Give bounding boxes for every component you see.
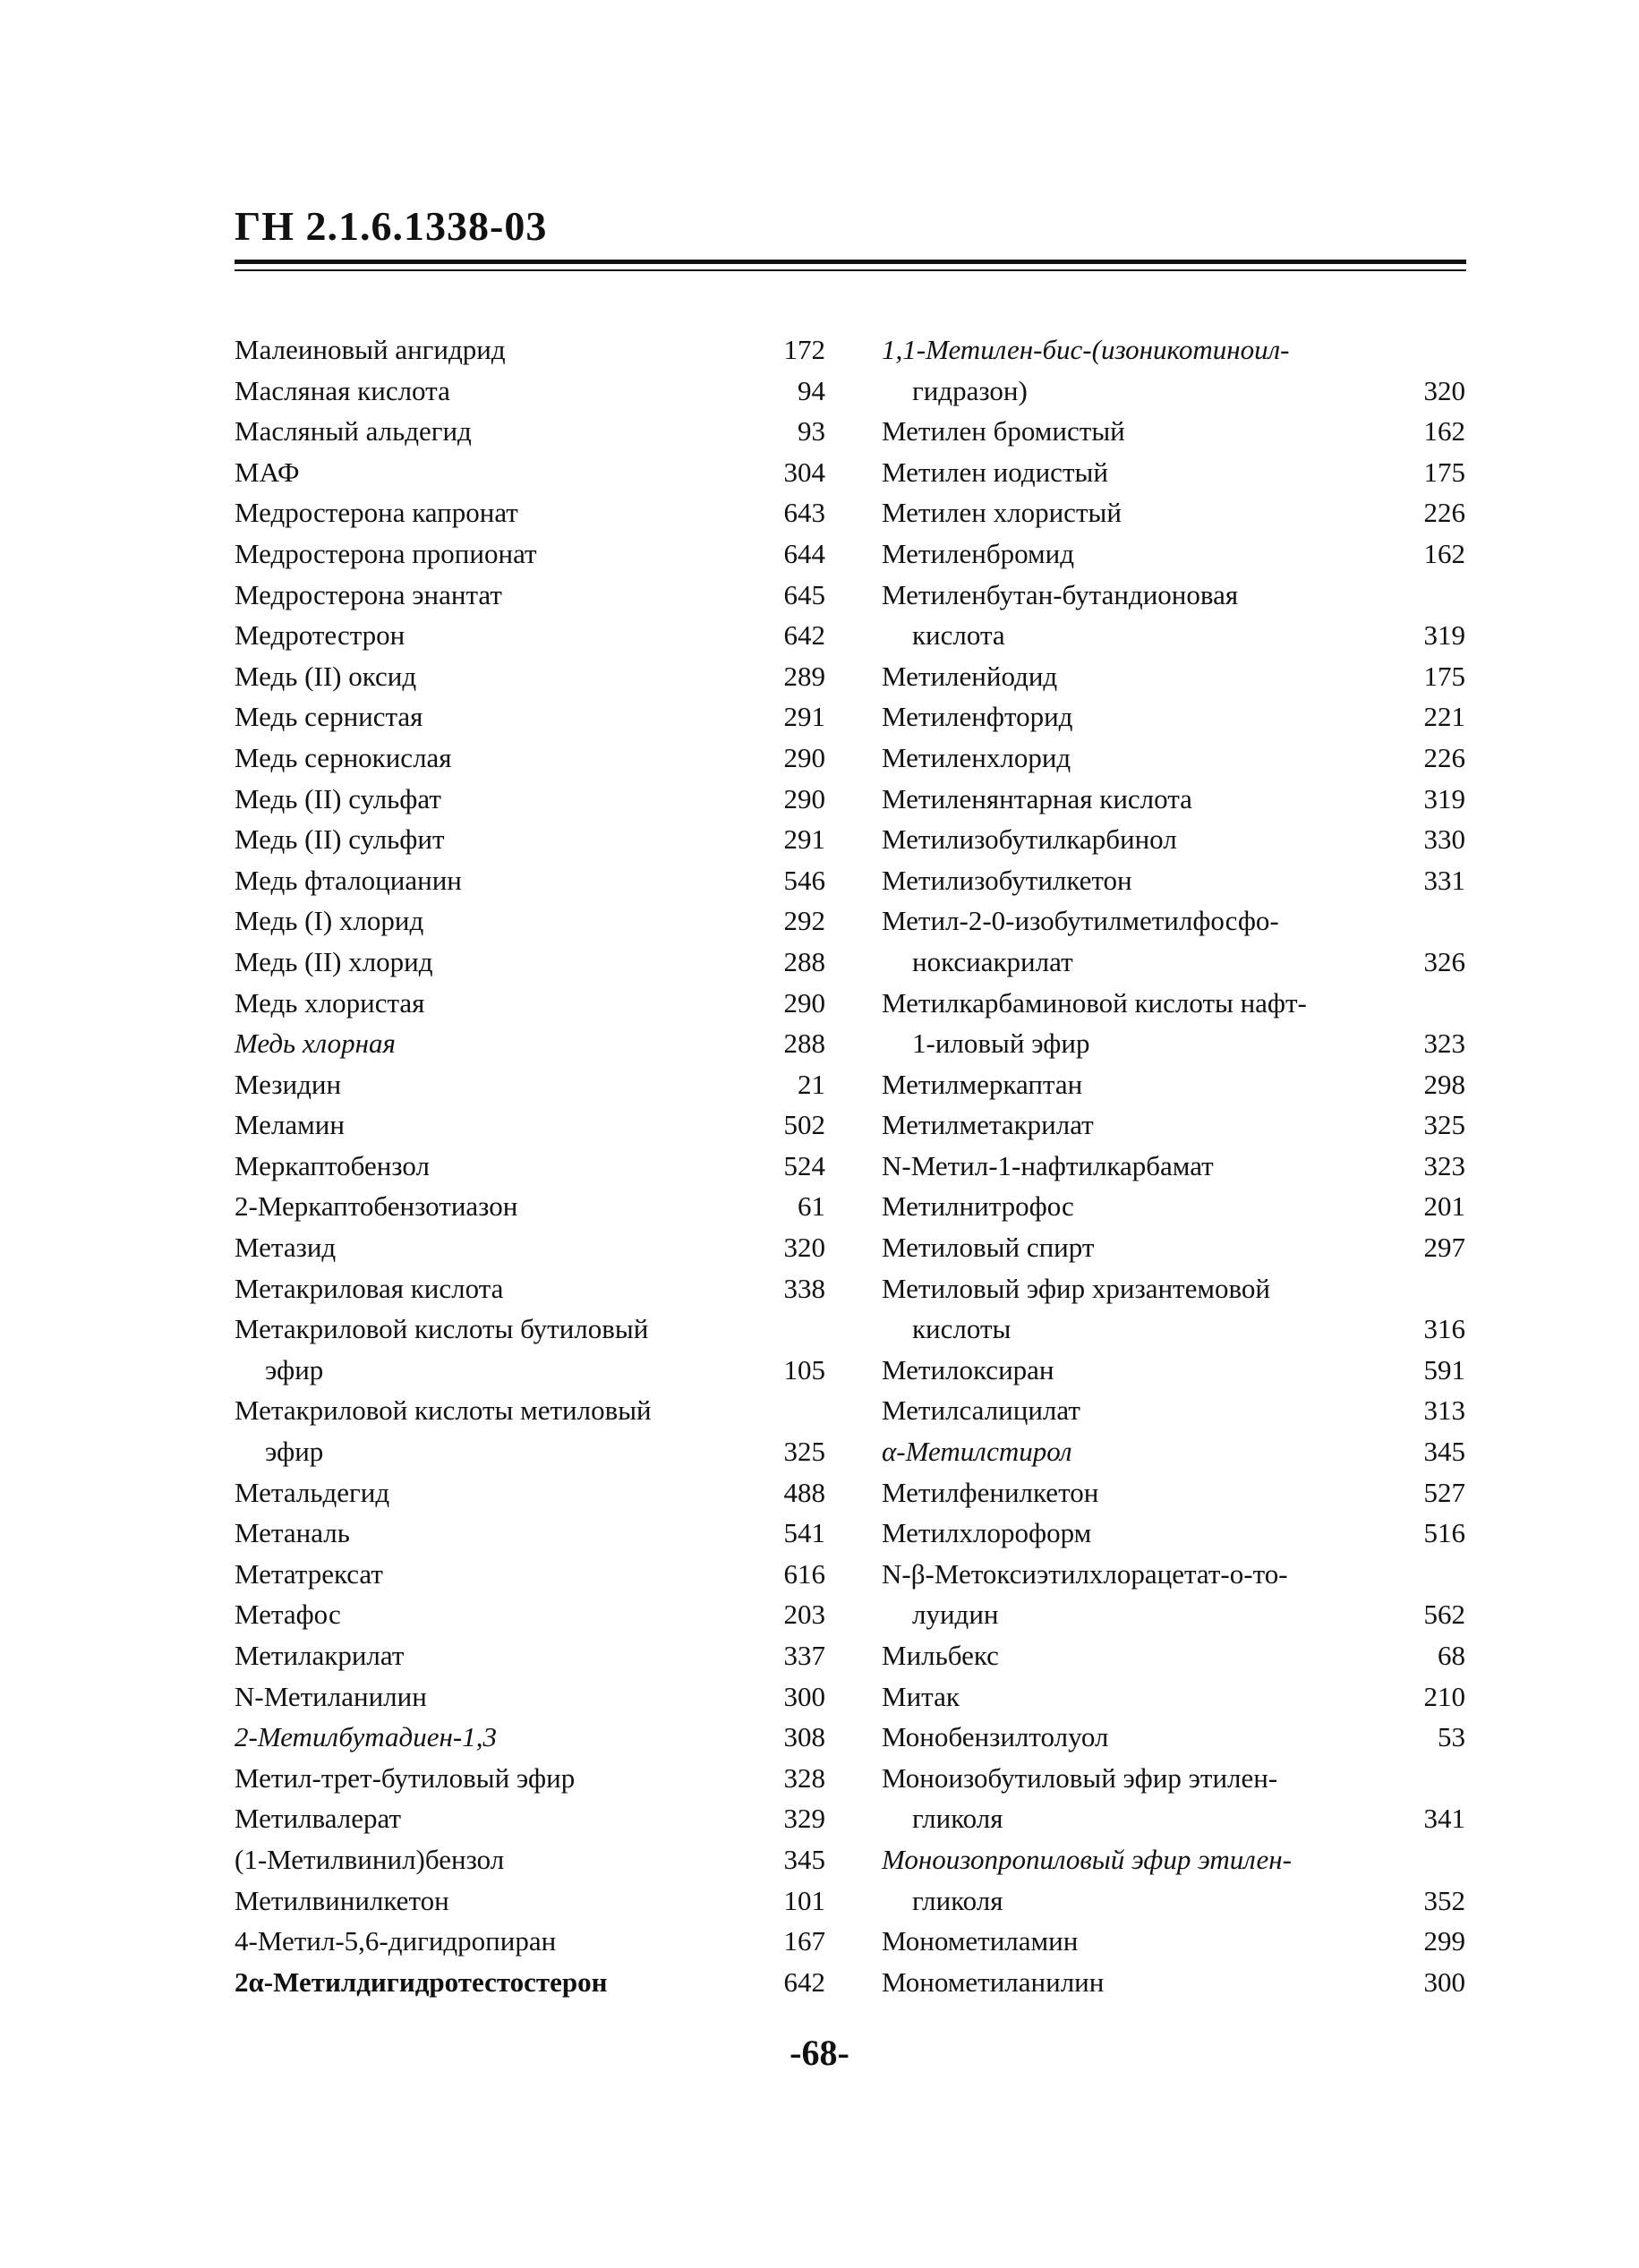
index-entry: [882, 738, 1465, 779]
index-entry: [235, 452, 825, 493]
index-entry: [235, 1962, 825, 2003]
index-entry: [235, 492, 825, 533]
index-entry-continuation: [235, 1431, 825, 1472]
entry-page-ref: 352: [1423, 1884, 1465, 1916]
entry-page-ref: 300: [1423, 1965, 1465, 1998]
entry-page-ref: 291: [783, 823, 825, 856]
entry-name: Масляная кислота: [235, 374, 450, 406]
index-entry: [235, 575, 825, 616]
index-entry: [235, 1268, 825, 1309]
index-entry: [235, 329, 825, 371]
entry-name: гидразон): [912, 374, 1028, 406]
index-entry: [882, 1839, 1465, 1880]
index-entry: [235, 411, 825, 452]
entry-name: Медь фталоцианин: [235, 864, 462, 896]
entry-name: Метилвинилкетон: [235, 1884, 449, 1916]
index-entry: [882, 819, 1465, 860]
entry-page-ref: 289: [783, 660, 825, 692]
index-entry: [235, 1104, 825, 1146]
entry-page-ref: 175: [1423, 456, 1465, 488]
entry-name: Метилметакрилат: [882, 1109, 1094, 1141]
index-entry: [235, 779, 825, 820]
entry-page-ref: 319: [1423, 782, 1465, 814]
index-entry: [235, 900, 825, 942]
entry-name: Метальдегид: [235, 1476, 390, 1508]
entry-page-ref: 21: [798, 1068, 825, 1100]
entry-page-ref: 527: [1423, 1476, 1465, 1508]
index-entry: [235, 1921, 825, 1962]
entry-name: N-β-Метоксиэтилхлорацетат-о-то-: [882, 1557, 1288, 1590]
entry-name: Метилен бромистый: [882, 415, 1125, 448]
entry-page-ref: 338: [783, 1272, 825, 1304]
index-entry-continuation: [235, 1350, 825, 1391]
entry-name: 4-Метил-5,6-дигидропиран: [235, 1925, 557, 1957]
entry-name: Метазид: [235, 1232, 337, 1264]
entry-name: Метилен хлористый: [882, 497, 1122, 529]
index-entry: [235, 371, 825, 412]
entry-name: Монометиламин: [882, 1925, 1079, 1957]
index-entry: [882, 860, 1465, 901]
index-entry: [235, 615, 825, 656]
entry-page-ref: 323: [1423, 1149, 1465, 1181]
entry-page-ref: 93: [798, 415, 825, 448]
index-entry: [235, 1146, 825, 1187]
index-entry-continuation: [882, 371, 1465, 412]
entry-page-ref: 226: [1423, 497, 1465, 529]
index-entry: [882, 1186, 1465, 1227]
index-entry-continuation: [882, 1798, 1465, 1839]
entry-name: Медь (I) хлорид: [235, 905, 424, 937]
entry-name: Медростерона капронат: [235, 497, 518, 529]
entry-page-ref: 323: [1423, 1027, 1465, 1060]
entry-name: Медь (II) сульфат: [235, 782, 441, 814]
entry-page-ref: 330: [1423, 823, 1465, 856]
index-entry: [235, 1554, 825, 1595]
entry-page-ref: 290: [783, 986, 825, 1019]
index-entry: [882, 1554, 1465, 1595]
index-entry: [235, 1717, 825, 1758]
entry-page-ref: 101: [783, 1884, 825, 1916]
index-entry: [235, 1635, 825, 1676]
entry-page-ref: 516: [1423, 1517, 1465, 1549]
index-entry: [235, 1798, 825, 1839]
index-entry: [235, 983, 825, 1024]
index-entry-continuation: [882, 615, 1465, 656]
entry-name: Мезидин: [235, 1068, 342, 1100]
entry-page-ref: 288: [783, 945, 825, 977]
entry-page-ref: 172: [783, 334, 825, 365]
entry-name: Медь сернокислая: [235, 741, 452, 773]
entry-page-ref: 94: [798, 374, 825, 406]
entry-page-ref: 320: [1423, 374, 1465, 406]
entry-name: Медь (II) хлорид: [235, 945, 433, 977]
index-entry: [235, 1839, 825, 1880]
entry-page-ref: 562: [1423, 1599, 1465, 1631]
entry-name: Метиленянтарная кислота: [882, 782, 1192, 814]
index-entry: [235, 1064, 825, 1105]
entry-page-ref: 644: [783, 537, 825, 569]
entry-name: эфир: [265, 1353, 324, 1386]
header-rule-thin: [235, 269, 1466, 271]
index-entry: [882, 533, 1465, 575]
index-entry: [235, 1472, 825, 1513]
entry-name: гликоля: [912, 1803, 1003, 1835]
entry-page-ref: 319: [1423, 619, 1465, 652]
index-entry: [235, 738, 825, 779]
index-column-right: [882, 329, 1465, 2002]
entry-page-ref: 308: [783, 1721, 825, 1753]
entry-page-ref: 298: [1423, 1068, 1465, 1100]
index-entry-continuation: [882, 1880, 1465, 1922]
index-entry: [882, 1635, 1465, 1676]
entry-name: гликоля: [912, 1884, 1003, 1916]
entry-page-ref: 290: [783, 741, 825, 773]
entry-name: Метакриловой кислоты бутиловый: [235, 1313, 649, 1345]
entry-name: Мильбекс: [882, 1640, 999, 1671]
entry-page-ref: 313: [1423, 1394, 1465, 1427]
entry-page-ref: 292: [783, 905, 825, 937]
entry-name: Метилизобутилкетон: [882, 864, 1132, 896]
index-entry: [235, 1390, 825, 1431]
index-entry: [235, 1758, 825, 1799]
entry-name: Метилфенилкетон: [882, 1476, 1099, 1508]
entry-name: Масляный альдегид: [235, 415, 472, 448]
entry-page-ref: 328: [783, 1761, 825, 1794]
entry-page-ref: 642: [783, 1965, 825, 1998]
index-entry: [882, 1227, 1465, 1268]
entry-name: Медь (II) сульфит: [235, 823, 445, 856]
entry-name: Метилкарбаминовой кислоты нафт-: [882, 986, 1307, 1019]
index-entry: [235, 942, 825, 983]
entry-name: Моноизобутиловый эфир этилен-: [882, 1761, 1278, 1794]
entry-name: Метиленбромид: [882, 537, 1075, 569]
entry-name: Метилсалицилат: [882, 1394, 1080, 1427]
entry-name: ноксиакрилат: [912, 945, 1073, 977]
index-entry: [235, 1594, 825, 1635]
index-entry: [882, 1717, 1465, 1758]
entry-page-ref: 326: [1423, 945, 1465, 977]
entry-page-ref: 210: [1423, 1680, 1465, 1712]
entry-name: 2-Метилбутадиен-1,3: [235, 1721, 497, 1753]
entry-name: Меламин: [235, 1109, 345, 1141]
entry-page-ref: 616: [783, 1557, 825, 1590]
entry-page-ref: 546: [783, 864, 825, 896]
entry-name: Медростерона пропионат: [235, 537, 537, 569]
entry-name: α-Метилстирол: [882, 1436, 1072, 1468]
entry-name: Метилоксиран: [882, 1353, 1054, 1386]
entry-name: Метилизобутилкарбинол: [882, 823, 1177, 856]
index-entry: [882, 411, 1465, 452]
index-entry: [882, 779, 1465, 820]
entry-name: Медь хлорная: [235, 1027, 396, 1060]
entry-name: 1,1-Метилен-бис-(изоникотиноил-: [882, 334, 1290, 365]
index-entry: [882, 1676, 1465, 1718]
entry-page-ref: 299: [1423, 1925, 1465, 1957]
index-column-left: [235, 329, 825, 2002]
index-entry: [882, 329, 1465, 371]
index-entry: [882, 1146, 1465, 1187]
entry-name: эфир: [265, 1436, 324, 1468]
entry-name: луидин: [912, 1599, 999, 1631]
index-entry: [882, 452, 1465, 493]
entry-name: Метилакрилат: [235, 1640, 405, 1671]
index-entry-continuation: [882, 1594, 1465, 1635]
entry-page-ref: 221: [1423, 701, 1465, 733]
entry-page-ref: 345: [783, 1843, 825, 1875]
entry-name: Метиловый спирт: [882, 1232, 1095, 1264]
index-entry: [882, 1350, 1465, 1391]
entry-page-ref: 591: [1423, 1353, 1465, 1386]
entry-name: Метафос: [235, 1599, 341, 1631]
entry-name: Медь (II) оксид: [235, 660, 417, 692]
entry-page-ref: 201: [1423, 1190, 1465, 1223]
entry-page-ref: 162: [1423, 537, 1465, 569]
entry-name: Метилвалерат: [235, 1803, 402, 1835]
entry-page-ref: 345: [1423, 1436, 1465, 1468]
index-entry: [235, 1023, 825, 1064]
entry-page-ref: 331: [1423, 864, 1465, 896]
entry-page-ref: 167: [783, 1925, 825, 1957]
entry-page-ref: 68: [1438, 1640, 1465, 1671]
entry-page-ref: 642: [783, 619, 825, 652]
entry-name: Метакриловой кислоты метиловый: [235, 1394, 652, 1427]
index-entry: [882, 656, 1465, 697]
entry-page-ref: 325: [783, 1436, 825, 1468]
entry-name: Монобензилтолуол: [882, 1721, 1109, 1753]
entry-name: (1-Метилвинил)бензол: [235, 1843, 505, 1875]
entry-name: Малеиновый ангидрид: [235, 334, 506, 365]
entry-page-ref: 329: [783, 1803, 825, 1835]
entry-name: Медь сернистая: [235, 701, 423, 733]
entry-name: кислота: [912, 619, 1005, 652]
entry-name: Медростерона энантат: [235, 578, 502, 610]
index-entry: [235, 1186, 825, 1227]
index-entry: [882, 1390, 1465, 1431]
index-entry: [235, 533, 825, 575]
index-entry-continuation: [882, 1309, 1465, 1350]
index-entry: [882, 1268, 1465, 1309]
entry-page-ref: 105: [783, 1353, 825, 1386]
entry-name: Метиленбутан-бутандионовая: [882, 578, 1239, 610]
entry-name: Метилен иодистый: [882, 456, 1108, 488]
entry-page-ref: 643: [783, 497, 825, 529]
index-entry: [235, 1513, 825, 1554]
entry-page-ref: 288: [783, 1027, 825, 1060]
index-entry: [235, 819, 825, 860]
entry-name: Метиловый эфир хризантемовой: [882, 1272, 1270, 1304]
entry-name: Метилхлороформ: [882, 1517, 1092, 1549]
index-entry: [235, 696, 825, 738]
entry-page-ref: 290: [783, 782, 825, 814]
index-entry: [235, 1227, 825, 1268]
index-entry: [882, 1513, 1465, 1554]
entry-page-ref: 175: [1423, 660, 1465, 692]
entry-name: Метиленйодид: [882, 660, 1058, 692]
document-code: ГН 2.1.6.1338-03: [235, 203, 548, 249]
entry-name: Моноизопропиловый эфир этилен-: [882, 1843, 1292, 1875]
entry-name: N-Метиланилин: [235, 1680, 427, 1712]
entry-page-ref: 337: [783, 1640, 825, 1671]
entry-page-ref: 524: [783, 1149, 825, 1181]
index-entry: [882, 1921, 1465, 1962]
entry-page-ref: 341: [1423, 1803, 1465, 1835]
entry-name: Метаналь: [235, 1517, 350, 1549]
entry-name: 1-иловый эфир: [912, 1027, 1090, 1060]
index-entry: [235, 1676, 825, 1718]
entry-page-ref: 297: [1423, 1232, 1465, 1264]
index-entry: [882, 1104, 1465, 1146]
index-entry: [882, 575, 1465, 616]
entry-name: Митак: [882, 1680, 960, 1712]
entry-name: Меркаптобензол: [235, 1149, 430, 1181]
index-entry: [882, 1064, 1465, 1105]
entry-page-ref: 300: [783, 1680, 825, 1712]
entry-name: Метил-2-0-изобутилметилфосфо-: [882, 905, 1279, 937]
entry-name: Медь хлористая: [235, 986, 425, 1019]
entry-name: Медротестрон: [235, 619, 405, 652]
entry-page-ref: 502: [783, 1109, 825, 1141]
index-entry-continuation: [882, 942, 1465, 983]
entry-page-ref: 61: [798, 1190, 825, 1223]
entry-name: Метил-трет-бутиловый эфир: [235, 1761, 576, 1794]
index-entry: [882, 983, 1465, 1024]
entry-name: Метиленхлорид: [882, 741, 1071, 773]
index-entry: [882, 492, 1465, 533]
entry-name: Метатрексат: [235, 1557, 383, 1590]
entry-name: Метилнитрофос: [882, 1190, 1074, 1223]
page-number: -68-: [790, 2033, 849, 2073]
index-entry: [235, 1309, 825, 1350]
entry-page-ref: 304: [783, 456, 825, 488]
entry-page-ref: 226: [1423, 741, 1465, 773]
index-entry: [235, 1880, 825, 1922]
index-entry-continuation: [882, 1023, 1465, 1064]
header-rule-thick: [235, 260, 1466, 264]
entry-name: Метакриловая кислота: [235, 1272, 504, 1304]
entry-page-ref: 162: [1423, 415, 1465, 448]
entry-name: Метилмеркаптан: [882, 1068, 1083, 1100]
entry-name: 2-Меркаптобензотиазон: [235, 1190, 518, 1223]
entry-page-ref: 320: [783, 1232, 825, 1264]
index-entry: [882, 696, 1465, 738]
index-entry: [882, 900, 1465, 942]
index-entry: [235, 656, 825, 697]
entry-page-ref: 291: [783, 701, 825, 733]
entry-page-ref: 541: [783, 1517, 825, 1549]
index-entry: [882, 1431, 1465, 1472]
entry-name: N-Метил-1-нафтилкарбамат: [882, 1149, 1214, 1181]
index-entry: [235, 860, 825, 901]
entry-name: 2α-Метилдигидротестостерон: [235, 1965, 608, 1998]
entry-name: МАФ: [235, 456, 300, 488]
index-entry: [882, 1758, 1465, 1799]
entry-name: кислоты: [912, 1313, 1012, 1345]
entry-page-ref: 488: [783, 1476, 825, 1508]
index-entry: [882, 1962, 1465, 2003]
entry-name: Монометиланилин: [882, 1965, 1105, 1998]
entry-page-ref: 316: [1423, 1313, 1465, 1345]
entry-page-ref: 325: [1423, 1109, 1465, 1141]
index-entry: [882, 1472, 1465, 1513]
entry-page-ref: 203: [783, 1599, 825, 1631]
entry-page-ref: 645: [783, 578, 825, 610]
entry-page-ref: 53: [1438, 1721, 1465, 1753]
entry-name: Метиленфторид: [882, 701, 1073, 733]
